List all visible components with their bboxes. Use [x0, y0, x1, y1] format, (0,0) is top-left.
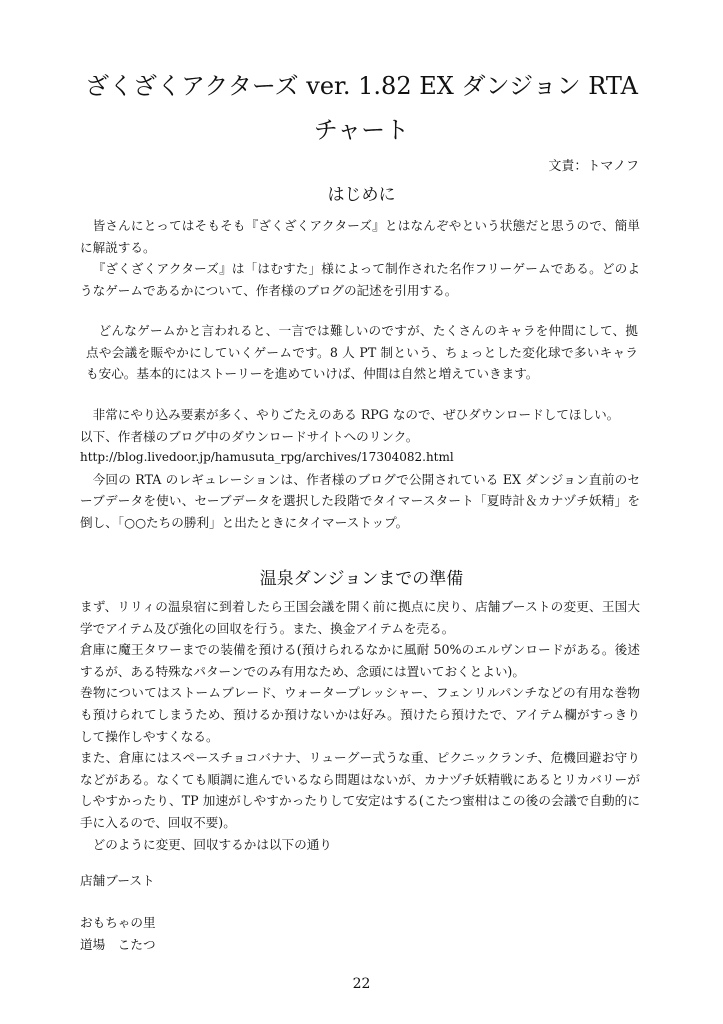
download-link[interactable]: http://blog.livedoor.jp/hamusuta_rpg/archives/17304082.html: [80, 450, 454, 465]
intro-paragraphs: [80, 215, 640, 301]
page-number: 22: [352, 976, 371, 992]
intro-paragraph-4: 以下、作者様のブログ中のダウンロードサイトへのリンク。: [80, 428, 419, 444]
document-title: ざくざくアクターズ ver. 1.82 EX ダンジョン RTA: [85, 72, 638, 100]
intro-heading: はじめに: [327, 185, 396, 205]
prep-paragraphs: [80, 596, 640, 855]
quote-text: どんなゲームかと言われると、一言では難しいのですが、たくさんのキャラを仲間にして、拠点や会議を賑やかにしていくゲームです。8 人 PT 制という、ちょっとした変化球で多いキャラも安心。基本的にはストーリーを進めていけば、仲間は自然と増えていきます。: [86, 323, 638, 382]
intro-paragraphs-2: [80, 404, 640, 534]
prep-paragraph-4: また、倉庫にはスペースチョコバナナ、リューグー式うな重、ピクニックランチ、危機回避お守りなどがある。なくても順調に進んでいるなら問題はないが、カナヅチ妖精戦にあるとリカバリーがしやすかったり、TP 加速がしやすかったりして安定はする(こたつ蜜柑はこの後の会議で自動的に手に入るので、回収不要)。: [80, 750, 640, 830]
shop-boost-item-2: 道場 こたつ: [80, 937, 156, 952]
intro-paragraph-2: 『ざくざくアクターズ』は「はむすた」様によって制作された名作フリーゲームである。どのようなゲームであるかについて、作者様のブログの記述を引用する。: [80, 261, 640, 298]
document-subtitle: チャート: [313, 116, 410, 144]
intro-paragraph-3: 非常にやり込み要素が多く、やりごたえのある RPG なので、ぜひダウンロードしてほしい。: [92, 407, 620, 422]
blog-quote: [86, 320, 638, 385]
prep-paragraph-5: どのように変更、回収するかは以下の通り: [92, 836, 332, 852]
intro-paragraph-5: 今回の RTA のレギュレーションは、作者様のブログで公開されている EX ダンジョン直前のセーブデータを使い、セーブデータを選択した段階でタイマースタート「夏時計＆カナヅチ妖精」を倒し、「○○たちの勝利」と出たときにタイマーストップ。: [80, 471, 640, 530]
prep-paragraph-3: 巻物についてはストームブレード、ウォータープレッシャー、フェンリルパンチなどの有用な巻物も預けられてしまうため、預けるか預けないかは好み。預けたら預けたで、アイテム欄がすっきりして操作しやすくなる。: [80, 685, 640, 744]
shop-boost-item-1: おもちゃの里: [80, 915, 156, 930]
author-credit: 文責：トマノフ: [548, 159, 639, 174]
prep-paragraph-2: 倉庫に魔王タワーまでの装備を預ける(預けられるなかに風耐 50%のエルヴンロードがある。後述するが、ある特殊なパターンでのみ有用なため、念頭には置いておくとよい)。: [80, 642, 640, 679]
intro-paragraph-1: 皆さんにとってはそもそも『ざくざくアクターズ』とはなんぞやという状態だと思うので、簡単に解説する。: [80, 218, 640, 255]
prep-paragraph-1: まず、リリィの温泉宿に到着したら王国会議を開く前に拠点に戻り、店舗ブーストの変更、王国大学でアイテム及び強化の回収を行う。また、換金アイテムを売る。: [80, 599, 640, 636]
prep-heading: 温泉ダンジョンまでの準備: [259, 569, 464, 589]
shop-boost-label: 店舗ブースト: [80, 873, 155, 888]
